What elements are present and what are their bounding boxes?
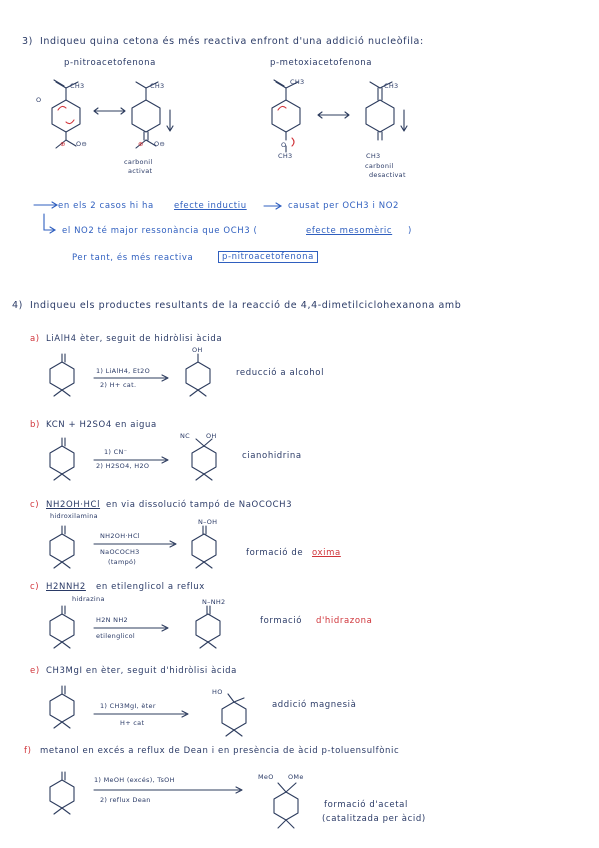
reactant-a xyxy=(40,352,84,400)
product-b-cn: NC xyxy=(180,432,191,440)
reactant-e xyxy=(40,684,84,732)
part-e-result: addició magnesià xyxy=(272,700,357,710)
part-e-label: e) xyxy=(30,666,40,676)
product-e xyxy=(212,692,260,742)
carbonyl-activated-label-2: activat xyxy=(128,167,153,175)
methoxy-structure-1 xyxy=(258,70,318,160)
explanation-line-2c: ) xyxy=(408,226,412,236)
part-f-title: metanol en excés a reflux de Dean i en presència de àcid p-toluensulfònic xyxy=(40,746,400,756)
compound-label-nitro: p-nitroacetofenona xyxy=(64,58,156,68)
reaction-arrow-d xyxy=(92,624,172,632)
plus-charge-2: ⊕ xyxy=(138,140,144,148)
part-f-reagent-2: 2) reflux Dean xyxy=(100,796,151,804)
part-d-title-2: en etilenglicol a reflux xyxy=(96,582,205,592)
carbonyl-deactivated-label-2: desactivat xyxy=(369,171,406,179)
part-c-title-2: en via dissolució tampó de NaOCOCH3 xyxy=(106,500,293,510)
o-minus-2: O⊖ xyxy=(154,140,166,148)
part-d-reagent-1: H2N NH2 xyxy=(96,616,128,624)
product-f-ome: OMe xyxy=(288,773,304,781)
ch3-label-3: CH3 xyxy=(290,78,305,86)
part-a-title: LiAlH4 èter, seguit de hidròlisi àcida xyxy=(46,334,223,344)
question-3-number: 3) xyxy=(22,36,33,47)
oxygen-label-1: O xyxy=(36,96,42,104)
product-e-ho: HO xyxy=(212,688,223,696)
reactant-d xyxy=(40,604,84,652)
part-b-reagent-1: 1) CN⁻ xyxy=(104,448,128,456)
part-d-label: c) xyxy=(30,582,40,592)
explanation-line-1a: en els 2 casos hi ha xyxy=(58,201,154,211)
product-c-oxime: N–OH xyxy=(198,518,218,526)
part-d-result-1: formació xyxy=(260,616,303,626)
question-4-text: Indiqueu els productes resultants de la reacció de 4,4-dimetilciclohexanona amb xyxy=(30,300,462,311)
ch3-label-2: CH3 xyxy=(150,82,165,90)
product-f xyxy=(260,780,312,836)
part-a-reagent-1: 1) LiAlH4, Et2O xyxy=(96,367,150,375)
methyl-label: CH3 xyxy=(366,152,381,160)
explanation-line-2b: efecte mesomèric xyxy=(306,226,393,236)
reaction-arrow-e xyxy=(92,710,192,718)
part-e-title: CH3MgI en èter, seguit d'hidròlisi àcida xyxy=(46,666,237,676)
ch3-label-1: CH3 xyxy=(70,82,85,90)
part-c-title-1: NH2OH·HCl xyxy=(46,500,101,510)
part-c-label: c) xyxy=(30,500,40,510)
explanation-line-1b: efecte inductiu xyxy=(174,201,247,211)
part-a-result: reducció a alcohol xyxy=(236,368,325,378)
compound-label-methoxy: p-metoxiacetofenona xyxy=(270,58,373,68)
reactant-c xyxy=(40,524,84,572)
part-d-result-2: d'hidrazona xyxy=(316,616,373,626)
ch3-label-4: CH3 xyxy=(278,152,293,160)
o-minus-1: O⊖ xyxy=(76,140,88,148)
part-a-label: a) xyxy=(30,334,40,344)
product-d xyxy=(186,604,230,652)
question-4-number: 4) xyxy=(12,300,23,311)
product-b xyxy=(182,436,226,484)
part-c-reagent-3: (tampó) xyxy=(108,558,137,566)
part-b-title: KCN + H2SO4 en aigua xyxy=(46,420,157,430)
part-c-result-2: oxima xyxy=(312,548,341,558)
part-c-result-1: formació de xyxy=(246,548,304,558)
part-f-label: f) xyxy=(24,746,32,756)
part-e-reagent-1: 1) CH3MgI, èter xyxy=(100,702,156,710)
part-c-subtitle: hidroxilamina xyxy=(50,512,98,520)
explanation-line-2a: el NO2 té major ressonància que OCH3 ( xyxy=(62,226,258,236)
part-c-reagent-1: NH2OH·HCl xyxy=(100,532,140,540)
carbonyl-activated-label-1: carbonil xyxy=(124,158,153,166)
question-3-text: Indiqueu quina cetona és més reactiva enfront d'una addició nucleòfila: xyxy=(40,36,424,47)
explanation-arrow-2 xyxy=(262,201,286,211)
part-b-result: cianohidrina xyxy=(242,451,302,461)
explanation-line-1c: causat per OCH3 i NO2 xyxy=(288,201,400,211)
hook-arrow xyxy=(40,212,60,236)
reactant-f xyxy=(40,768,84,820)
part-f-result-1: formació d'acetal xyxy=(324,800,408,810)
part-f-result-2: (catalitzada per àcid) xyxy=(322,814,426,824)
part-e-reagent-2: H+ cat xyxy=(120,719,145,727)
product-a-oh: OH xyxy=(192,346,203,354)
product-c xyxy=(182,524,226,572)
part-a-reagent-2: 2) H+ cat. xyxy=(100,381,137,389)
carbonyl-deactivated-label-1: carbonil xyxy=(365,162,394,170)
reaction-arrow-f xyxy=(92,786,246,794)
product-f-meo: MeO xyxy=(258,773,274,781)
resonance-arrow-2 xyxy=(316,110,352,120)
conclusion-answer: p-nitroacetofenona xyxy=(218,251,318,263)
methoxy-structure-2 xyxy=(352,70,412,160)
part-b-label: b) xyxy=(30,420,40,430)
product-d-hydrazone: N–NH2 xyxy=(202,598,226,606)
nitro-structure-2 xyxy=(118,70,178,160)
conclusion-text: Per tant, és més reactiva xyxy=(72,253,194,263)
part-c-reagent-2: NaOCOCH3 xyxy=(100,548,140,556)
part-d-subtitle: hidrazina xyxy=(72,595,105,603)
reactant-b xyxy=(40,436,84,484)
reaction-arrow-c xyxy=(92,540,180,548)
product-a xyxy=(176,352,220,400)
product-b-oh: OH xyxy=(206,432,217,440)
plus-charge-1: ⊕ xyxy=(60,140,66,148)
nitro-structure-1 xyxy=(38,70,98,160)
part-f-reagent-1: 1) MeOH (excés), TsOH xyxy=(94,776,175,784)
part-d-title-1: H2NNH2 xyxy=(46,582,86,592)
ch3-label-5: CH3 xyxy=(384,82,399,90)
part-d-reagent-2: etilenglicol xyxy=(96,632,135,640)
part-b-reagent-2: 2) H2SO4, H2O xyxy=(96,462,150,470)
oxygen-label-3: O xyxy=(281,141,287,149)
